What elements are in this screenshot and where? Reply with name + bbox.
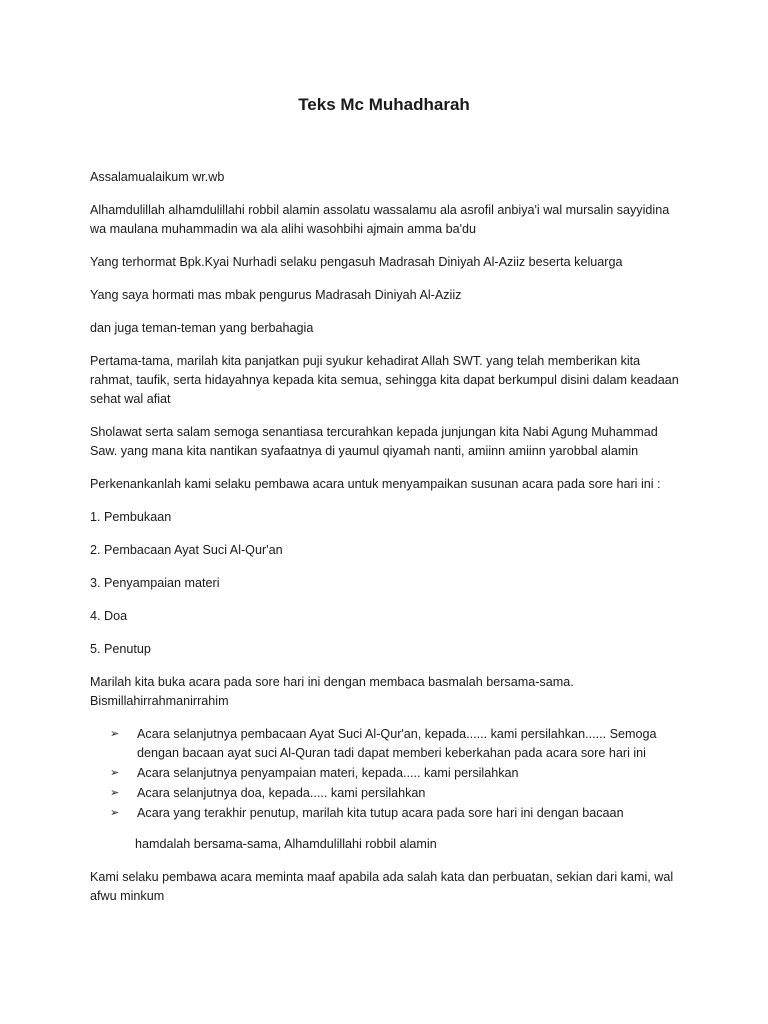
arrow-bullet-icon: ➢: [110, 807, 120, 819]
bullet-text: Acara selanjutnya doa, kepada..... kami persilahkan: [137, 786, 426, 800]
bullet-item: [90, 725, 680, 763]
paragraph-greeting: Assalamualaikum wr.wb: [90, 170, 225, 184]
bullet-item: [90, 804, 680, 823]
basmalah-line: Bismillahirrahmanirrahim: [90, 694, 229, 708]
agenda-item: 4. Doa: [90, 609, 128, 623]
paragraph-opening-basmalah: [90, 673, 680, 711]
paragraph-respect-pengurus: Yang saya hormati mas mbak pengurus Madrasah Diniyah Al-Aziiz: [90, 288, 462, 302]
paragraph-closing: Kami selaku pembawa acara meminta maaf apabila ada salah kata dan perbuatan, sekian dari kami, wal afwu minkum: [90, 870, 674, 903]
paragraph-hamdalah: hamdalah bersama-sama, Alhamdulillahi robbil alamin: [135, 837, 437, 851]
document-body: [90, 168, 680, 920]
paragraph-opening-prayer: Alhamdulillah alhamdulillahi robbil alamin assolatu wassalamu ala asrofil anbiya'i wal mursalin sayyidina wa maulana muhammadin wa ala alihi wasohbihi ajmain amma ba'du: [90, 203, 670, 236]
bullet-item: [90, 764, 680, 783]
paragraph-agenda-intro: Perkenankanlah kami selaku pembawa acara untuk menyampaikan susunan acara pada sore hari ini :: [90, 477, 661, 491]
paragraph-gratitude: Pertama-tama, marilah kita panjatkan puji syukur kehadirat Allah SWT. yang telah memberikan kita rahmat, taufik, serta hidayahnya kepada kita semua, sehingga kita dapat berkumpul disini dalam keadaan sehat wal afiat: [90, 354, 679, 406]
bullet-text: Acara selanjutnya pembacaan Ayat Suci Al-Qur'an, kepada...... kami persilahkan...... Semoga dengan bacaan ayat suci Al-Quran tadi dapat memberi keberkahan pada acara sore hari ini: [137, 727, 657, 760]
agenda-item: 3. Penyampaian materi: [90, 576, 220, 590]
arrow-bullet-icon: ➢: [110, 787, 120, 799]
opening-line: Marilah kita buka acara pada sore hari ini dengan membaca basmalah bersama-sama.: [90, 675, 574, 689]
paragraph-respect-kyai: Yang terhormat Bpk.Kyai Nurhadi selaku pengasuh Madrasah Diniyah Al-Aziiz beserta keluarga: [90, 255, 623, 269]
bullet-text: Acara selanjutnya penyampaian materi, kepada..... kami persilahkan: [137, 766, 519, 780]
arrow-bullet-icon: ➢: [110, 767, 120, 779]
bullet-list: [90, 725, 680, 823]
bullet-item: [90, 784, 680, 803]
paragraph-sholawat: Sholawat serta salam semoga senantiasa tercurahkan kepada junjungan kita Nabi Agung Muhammad Saw. yang mana kita nantikan syafaatnya di yaumul qiyamah nanti, amiinn amiinn yarobbal alamin: [90, 425, 658, 458]
agenda-item: 5. Penutup: [90, 642, 151, 656]
arrow-bullet-icon: ➢: [110, 728, 120, 740]
agenda-item: 1. Pembukaan: [90, 510, 172, 524]
agenda-list: [90, 508, 680, 659]
agenda-item: 2. Pembacaan Ayat Suci Al-Qur'an: [90, 543, 283, 557]
document-title: Teks Mc Muhadharah: [298, 95, 470, 114]
bullet-text: Acara yang terakhir penutup, marilah kita tutup acara pada sore hari ini dengan bacaan: [137, 806, 624, 820]
paragraph-respect-friends: dan juga teman-teman yang berbahagia: [90, 321, 314, 335]
